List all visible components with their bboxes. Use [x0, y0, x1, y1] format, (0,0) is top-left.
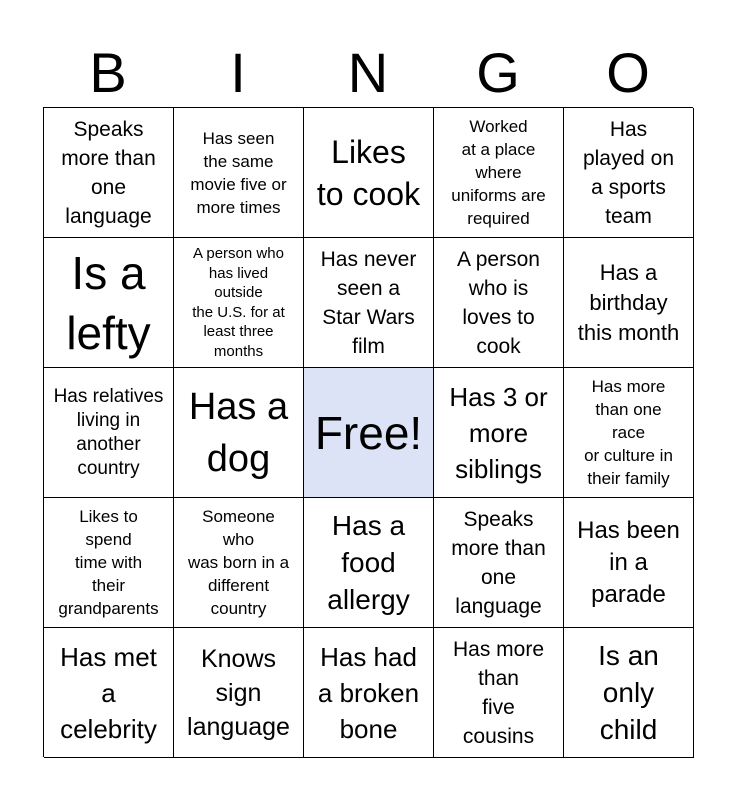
- header-letter-o: O: [606, 41, 650, 104]
- bingo-cell[interactable]: [304, 628, 434, 758]
- cell-text: Speaks more than one language: [61, 117, 156, 228]
- header-letter-b: B: [89, 41, 127, 104]
- cell-text: Is a lefty: [66, 246, 151, 359]
- bingo-cell[interactable]: [174, 108, 304, 238]
- cell-text: Has had a broken bone: [317, 641, 420, 744]
- bingo-cell[interactable]: [174, 238, 304, 368]
- cell-text: Worked at a place where uniforms are required: [451, 117, 546, 228]
- cell-text: Has a food allergy: [327, 510, 410, 615]
- header-letter-n: N: [347, 41, 389, 104]
- cell-text: Has 3 or more siblings: [449, 381, 548, 484]
- cell-text: Is an only child: [598, 640, 659, 745]
- cell-text: Someone who was born in a different country: [187, 507, 290, 618]
- bingo-cell[interactable]: [44, 628, 174, 758]
- cell-text: Has more than one race or culture in their family: [584, 377, 673, 488]
- bingo-cell[interactable]: [564, 498, 694, 628]
- bingo-cell[interactable]: [174, 368, 304, 498]
- header-letter-g: G: [476, 41, 520, 104]
- bingo-cell[interactable]: [174, 498, 304, 628]
- cell-text: Knows sign language: [187, 644, 290, 741]
- cell-text: Has met a celebrity: [60, 641, 157, 744]
- bingo-cell[interactable]: [434, 628, 564, 758]
- cell-text: Has been in a parade: [577, 516, 680, 608]
- cell-text: Has a birthday this month: [577, 259, 680, 345]
- bingo-cell[interactable]: [44, 238, 174, 368]
- cell-text: A person who is loves to cook: [457, 247, 540, 358]
- cell-text: Has a dog: [188, 385, 289, 480]
- bingo-cell[interactable]: [434, 238, 564, 368]
- bingo-cell[interactable]: [434, 368, 564, 498]
- cell-text: Has never seen a Star Wars film: [320, 247, 417, 358]
- bingo-cell[interactable]: [564, 368, 694, 498]
- bingo-cell[interactable]: [564, 238, 694, 368]
- cell-text: Speaks more than one language: [451, 507, 546, 618]
- header-letter-i: I: [230, 41, 246, 104]
- free-space-cell[interactable]: [304, 368, 434, 498]
- bingo-cell[interactable]: [304, 498, 434, 628]
- bingo-cell[interactable]: [564, 628, 694, 758]
- bingo-cell[interactable]: [304, 238, 434, 368]
- cell-text: Has seen the same movie five or more times: [190, 128, 287, 217]
- bingo-cell[interactable]: [434, 498, 564, 628]
- cell-text: Likes to cook: [316, 133, 421, 212]
- bingo-grid: [43, 107, 693, 757]
- bingo-cell[interactable]: [174, 628, 304, 758]
- cell-text: A person who has lived outside the U.S. for at least three months: [192, 245, 285, 360]
- bingo-cell[interactable]: [44, 498, 174, 628]
- bingo-header: [43, 40, 693, 106]
- cell-text: Has played on a sports team: [582, 117, 675, 228]
- cell-text: Has relatives living in another country: [53, 385, 164, 479]
- bingo-cell[interactable]: [564, 108, 694, 238]
- bingo-cell[interactable]: [304, 108, 434, 238]
- cell-text: Has more than five cousins: [452, 637, 545, 748]
- free-space-text: Free!: [314, 406, 423, 459]
- bingo-cell[interactable]: [44, 108, 174, 238]
- bingo-cell[interactable]: [44, 368, 174, 498]
- bingo-cell[interactable]: [434, 108, 564, 238]
- cell-text: Likes to spend time with their grandparents: [58, 507, 159, 618]
